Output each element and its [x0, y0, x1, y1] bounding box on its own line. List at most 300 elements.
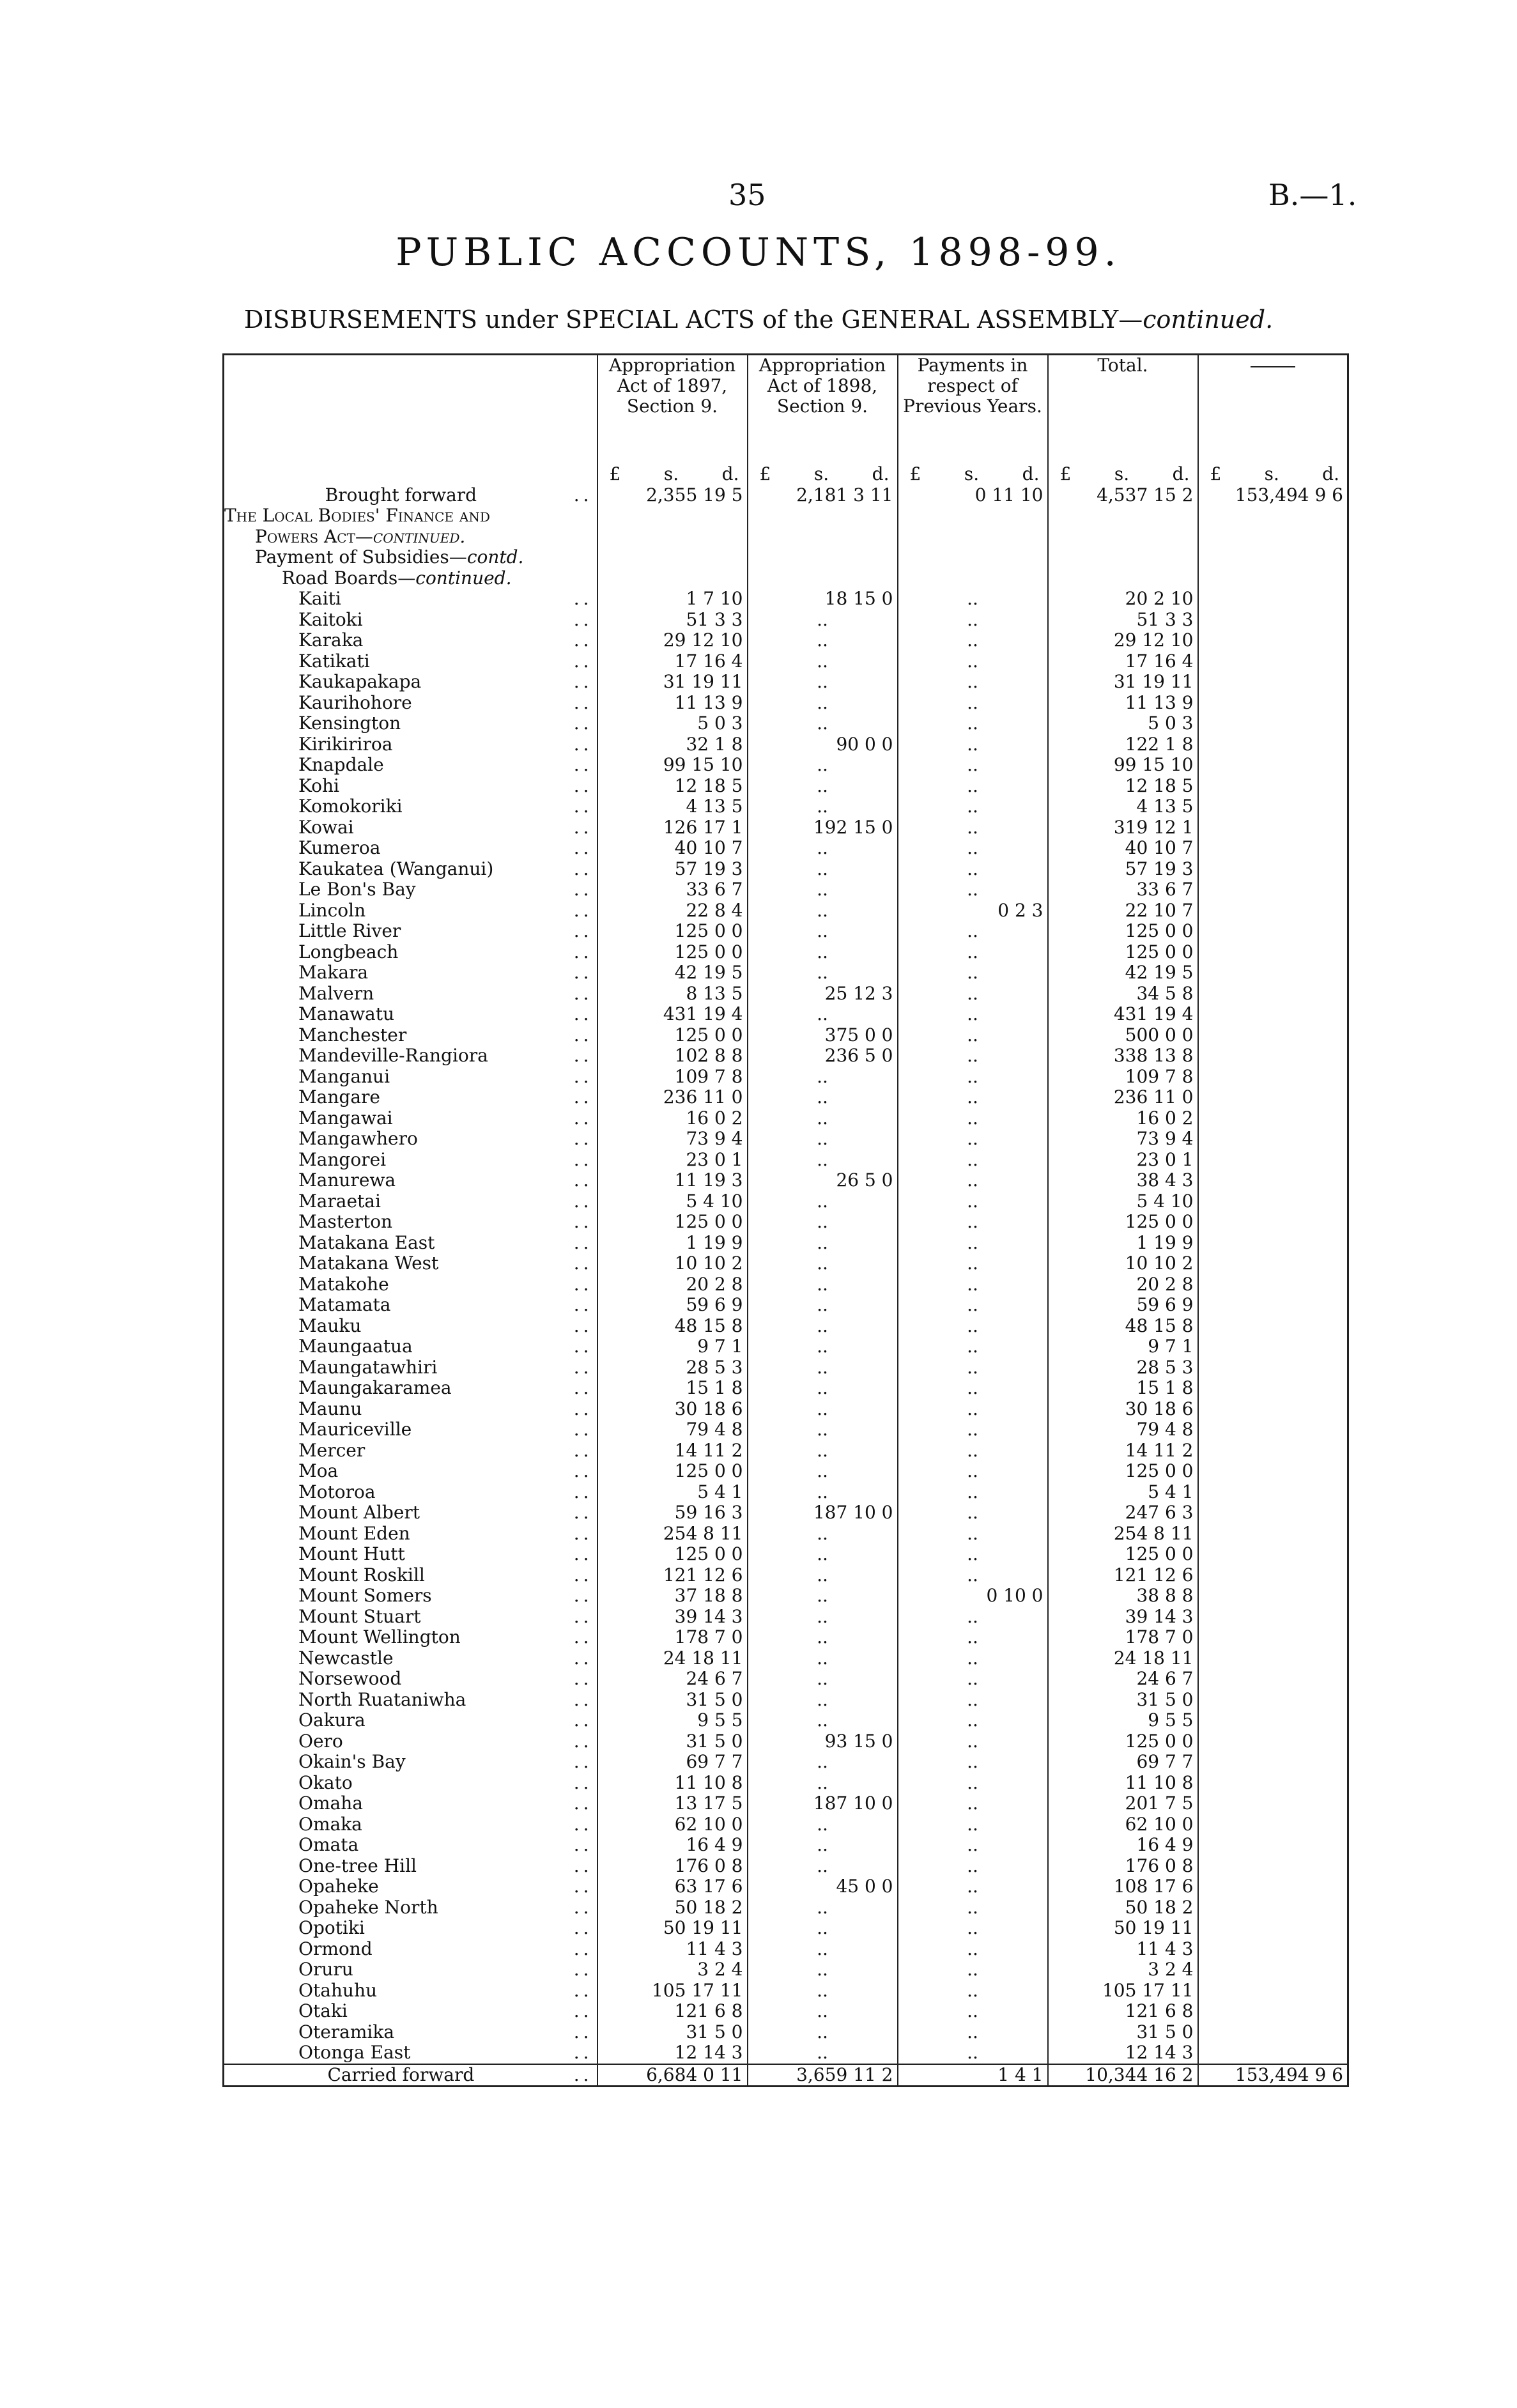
road-board-label: Manchester [298, 1024, 407, 1046]
empty-cell [1198, 796, 1348, 817]
road-board-label: Opaheke North [298, 1897, 438, 1918]
carried-forward-text: Carried forward [327, 2064, 475, 2085]
empty-cell [1198, 1108, 1348, 1129]
amount-c3: .. [898, 1524, 1048, 1545]
empty-cell [1198, 984, 1348, 1005]
amount-c4: 11 13 9 [1048, 693, 1198, 714]
brought-forward-row [224, 485, 1348, 506]
amount-c3: .. [898, 859, 1048, 880]
amount-c2: .. [748, 1897, 898, 1918]
amount-c2: .. [748, 962, 898, 984]
empty-cell [1198, 734, 1348, 755]
road-board-row [224, 1648, 1348, 1669]
empty-cell [1198, 1378, 1348, 1399]
amount-c2: .. [748, 2001, 898, 2022]
amount-c2: .. [748, 1399, 898, 1420]
road-board-name [224, 1586, 597, 1607]
amount-c2: .. [748, 2042, 898, 2064]
empty-cell [1198, 547, 1348, 568]
road-board-name [224, 1233, 597, 1254]
road-board-row [224, 1544, 1348, 1565]
amount-c4: 10 10 2 [1048, 1253, 1198, 1274]
amount-c1: 16 4 9 [597, 1835, 748, 1856]
amount-c1: 125 0 0 [597, 942, 748, 963]
road-board-label: Kumeroa [298, 838, 381, 858]
road-board-label: Mount Wellington [298, 1627, 461, 1648]
leader-dots: .. [573, 1586, 593, 1606]
leader-dots: .. [573, 692, 593, 713]
carried-forward-c5: 153,494 9 6 [1198, 2064, 1348, 2087]
leader-dots: .. [573, 1419, 593, 1440]
amount-c3: .. [898, 1170, 1048, 1191]
road-board-name [224, 1087, 597, 1108]
amount-c3: .. [898, 1980, 1048, 2002]
road-board-name [224, 1524, 597, 1545]
empty-cell [1198, 1336, 1348, 1357]
road-board-row [224, 1274, 1348, 1295]
empty-cell [1198, 1607, 1348, 1628]
amount-c4: 3 2 4 [1048, 1959, 1198, 1980]
empty-cell [1198, 859, 1348, 880]
amount-c2: .. [748, 1814, 898, 1835]
empty-cell [1198, 1793, 1348, 1814]
road-board-name [224, 610, 597, 631]
road-board-name [224, 1004, 597, 1025]
amount-c1: 8 13 5 [597, 984, 748, 1005]
amount-c4: 99 15 10 [1048, 755, 1198, 776]
amount-c1: 37 18 8 [597, 1586, 748, 1607]
amount-c2: .. [748, 1357, 898, 1378]
unit-pound: £ [1210, 464, 1222, 484]
amount-c4: 201 7 5 [1048, 1793, 1198, 1814]
road-board-name [224, 859, 597, 880]
amount-c4: 50 18 2 [1048, 1897, 1198, 1918]
empty-cell [597, 568, 748, 589]
road-board-name [224, 796, 597, 817]
empty-cell [1198, 1524, 1348, 1545]
leader-dots: .. [573, 1232, 593, 1253]
leader-dots: .. [573, 1295, 593, 1315]
leader-dots: .. [573, 1398, 593, 1419]
amount-c1: 73 9 4 [597, 1129, 748, 1150]
amount-c3: .. [898, 610, 1048, 631]
leader-dots: .. [573, 1066, 593, 1087]
leader-dots: .. [573, 713, 593, 734]
road-board-name [224, 1793, 597, 1814]
empty-cell [1198, 942, 1348, 963]
amount-c4: 121 6 8 [1048, 2001, 1198, 2022]
amount-c1: 57 19 3 [597, 859, 748, 880]
road-board-label: Kohi [298, 775, 340, 796]
road-board-label: Mercer [298, 1440, 366, 1461]
empty-cell [1198, 1710, 1348, 1731]
amount-c1: 11 19 3 [597, 1170, 748, 1191]
road-board-label: Mangawhero [298, 1129, 418, 1149]
road-board-name [224, 630, 597, 651]
leader-dots: .. [573, 1523, 593, 1544]
amount-c2: .. [748, 776, 898, 797]
amount-c3: .. [898, 1253, 1048, 1274]
empty-cell [1198, 1461, 1348, 1482]
empty-cell [1198, 755, 1348, 776]
empty-cell [1198, 1440, 1348, 1462]
amount-c2: .. [748, 1752, 898, 1773]
road-board-row [224, 1669, 1348, 1690]
amount-c4: 30 18 6 [1048, 1399, 1198, 1420]
amount-c2: .. [748, 651, 898, 672]
amount-c2: 192 15 0 [748, 817, 898, 838]
amount-c4: 14 11 2 [1048, 1440, 1198, 1462]
leader-dots: .. [573, 1357, 593, 1378]
road-board-row [224, 1607, 1348, 1628]
amount-c1: 121 12 6 [597, 1565, 748, 1586]
road-board-name [224, 817, 597, 838]
amount-c2: .. [748, 1461, 898, 1482]
amount-c3: .. [898, 1793, 1048, 1814]
units-row [224, 464, 1348, 485]
road-board-row [224, 984, 1348, 1005]
amount-c4: 178 7 0 [1048, 1627, 1198, 1648]
amount-c2: .. [748, 1378, 898, 1399]
col-header-total: Total. [1048, 355, 1198, 465]
amount-c2: .. [748, 1856, 898, 1877]
amount-c2: .. [748, 1980, 898, 2002]
amount-c3: .. [898, 796, 1048, 817]
road-board-name [224, 1731, 597, 1752]
road-board-name [224, 2042, 597, 2064]
empty-cell [1198, 1876, 1348, 1897]
leader-dots: .. [573, 983, 593, 1004]
road-board-name [224, 1129, 597, 1150]
amount-c2: .. [748, 1087, 898, 1108]
amount-c1: 10 10 2 [597, 1253, 748, 1274]
road-board-name [224, 1170, 597, 1191]
road-board-row [224, 1918, 1348, 1939]
road-board-label: Katikati [298, 651, 370, 672]
road-board-label: Manurewa [298, 1170, 396, 1191]
amount-c3: .. [898, 1150, 1048, 1171]
amount-c2: .. [748, 1482, 898, 1503]
empty-cell [1198, 1316, 1348, 1337]
amount-c4: 20 2 8 [1048, 1274, 1198, 1295]
road-board-row [224, 1378, 1348, 1399]
road-board-row [224, 838, 1348, 859]
amount-c1: 13 17 5 [597, 1793, 748, 1814]
amount-c4: 40 10 7 [1048, 838, 1198, 859]
leader-dots: .. [573, 630, 593, 651]
road-board-label: Matamata [298, 1295, 391, 1315]
amount-c3: .. [898, 1544, 1048, 1565]
road-board-name [224, 1482, 597, 1503]
amount-c4: 59 6 9 [1048, 1295, 1198, 1316]
page-number: 35 [728, 178, 766, 212]
amount-c3: .. [898, 589, 1048, 610]
amount-c4: 125 0 0 [1048, 1461, 1198, 1482]
road-board-row [224, 651, 1348, 672]
road-board-row [224, 1773, 1348, 1794]
amount-c4: 38 4 3 [1048, 1170, 1198, 1191]
amount-c1: 236 11 0 [597, 1087, 748, 1108]
road-board-row [224, 1959, 1348, 1980]
road-board-name [224, 1025, 597, 1046]
road-board-label: Lincoln [298, 900, 366, 921]
amount-c1: 59 6 9 [597, 1295, 748, 1316]
units-cell [1048, 464, 1198, 485]
amount-c3: .. [898, 2001, 1048, 2022]
leader-dots: .. [573, 1938, 593, 1959]
empty-cell [1198, 1253, 1348, 1274]
road-board-name [224, 589, 597, 610]
amount-c1: 31 5 0 [597, 1690, 748, 1711]
road-board-label: Otahuhu [298, 1980, 378, 2001]
road-board-name [224, 1378, 597, 1399]
amount-c1: 22 8 4 [597, 900, 748, 922]
amount-c4: 16 0 2 [1048, 1108, 1198, 1129]
amount-c1: 24 18 11 [597, 1648, 748, 1669]
amount-c3: .. [898, 1752, 1048, 1773]
road-board-row [224, 921, 1348, 942]
amount-c2: 236 5 0 [748, 1046, 898, 1067]
road-board-label: Mount Stuart [298, 1606, 421, 1627]
road-board-row [224, 1316, 1348, 1337]
road-board-name [224, 1253, 597, 1274]
amount-c1: 30 18 6 [597, 1399, 748, 1420]
road-board-row [224, 776, 1348, 797]
amount-c3: .. [898, 1336, 1048, 1357]
amount-c2: .. [748, 1690, 898, 1711]
road-board-name [224, 1835, 597, 1856]
leader-dots: .. [573, 1669, 593, 1689]
road-board-label: Knapdale [298, 755, 384, 775]
amount-c4: 125 0 0 [1048, 942, 1198, 963]
road-board-name [224, 1710, 597, 1731]
empty-cell [1198, 1586, 1348, 1607]
road-board-name [224, 1669, 597, 1690]
amount-c4: 31 5 0 [1048, 2022, 1198, 2043]
road-board-label: Mauku [298, 1315, 362, 1336]
road-board-row [224, 672, 1348, 693]
empty-cell [1198, 1959, 1348, 1980]
amount-c2: .. [748, 1274, 898, 1295]
road-board-name [224, 1440, 597, 1462]
road-board-label: Mount Somers [298, 1586, 432, 1606]
road-board-label: Kaiti [298, 589, 341, 609]
empty-cell [748, 527, 898, 548]
road-board-row [224, 1253, 1348, 1274]
units-cell [1198, 464, 1348, 485]
amount-c1: 12 14 3 [597, 2042, 748, 2064]
road-board-label: Malvern [298, 983, 374, 1004]
col-header-1898: Appropriation Act of 1898, Section 9. [748, 355, 898, 465]
amount-c3: .. [898, 1959, 1048, 1980]
road-board-name [224, 1690, 597, 1711]
road-board-label: Mount Hutt [298, 1544, 405, 1564]
road-board-label: Otaki [298, 2001, 348, 2021]
road-board-row [224, 1627, 1348, 1648]
amount-c4: 33 6 7 [1048, 879, 1198, 900]
leader-dots: .. [573, 1440, 593, 1461]
road-board-row [224, 1710, 1348, 1731]
empty-cell [1198, 693, 1348, 714]
road-board-label: Newcastle [298, 1648, 394, 1669]
leader-dots: .. [573, 900, 593, 921]
amount-c4: 69 7 7 [1048, 1752, 1198, 1773]
road-board-row [224, 1399, 1348, 1420]
amount-c2: .. [748, 713, 898, 734]
road-board-row [224, 879, 1348, 900]
road-board-label: Kensington [298, 713, 401, 734]
road-board-row [224, 962, 1348, 984]
amount-c1: 40 10 7 [597, 838, 748, 859]
amount-c3: .. [898, 1710, 1048, 1731]
amount-c2: .. [748, 1773, 898, 1794]
amount-c3: .. [898, 1295, 1048, 1316]
empty-cell [1198, 1773, 1348, 1794]
leader-dots: .. [573, 1627, 593, 1648]
amount-c4: 5 4 1 [1048, 1482, 1198, 1503]
empty-cell [1198, 921, 1348, 942]
amount-c2: .. [748, 630, 898, 651]
amount-c2: .. [748, 921, 898, 942]
amount-c1: 32 1 8 [597, 734, 748, 755]
amount-c2: .. [748, 1004, 898, 1025]
road-board-row [224, 1856, 1348, 1877]
leader-dots: .. [573, 1772, 593, 1793]
amount-c3: .. [898, 1004, 1048, 1025]
amount-c4: 431 19 4 [1048, 1004, 1198, 1025]
amount-c1: 31 5 0 [597, 1731, 748, 1752]
amount-c2: .. [748, 1565, 898, 1586]
amount-c2: .. [748, 1544, 898, 1565]
amount-c3: .. [898, 1939, 1048, 1960]
road-board-row [224, 1087, 1348, 1108]
road-board-row [224, 817, 1348, 838]
amount-c1: 4 13 5 [597, 796, 748, 817]
amount-c3: .. [898, 921, 1048, 942]
amount-c2: .. [748, 1419, 898, 1440]
road-board-name [224, 1897, 597, 1918]
brought-forward-c2: 2,181 3 11 [748, 485, 898, 506]
road-board-name [224, 755, 597, 776]
road-board-label: Opotiki [298, 1918, 365, 1938]
road-board-label: Oruru [298, 1959, 353, 1980]
leader-dots: .. [573, 817, 593, 838]
amount-c4: 22 10 7 [1048, 900, 1198, 922]
unit-d: d. [1322, 464, 1339, 484]
leader-dots: .. [573, 838, 593, 858]
amount-c4: 57 19 3 [1048, 859, 1198, 880]
leader-dots: .. [573, 672, 593, 692]
empty-cell [1198, 2001, 1348, 2022]
road-board-label: Oteramika [298, 2021, 395, 2042]
amount-c3: .. [898, 713, 1048, 734]
road-board-name [224, 942, 597, 963]
empty-cell [748, 506, 898, 527]
empty-cell [1198, 1482, 1348, 1503]
leader-dots: .. [573, 1959, 593, 1980]
road-board-label: Norsewood [298, 1669, 402, 1689]
amount-c3: .. [898, 2042, 1048, 2064]
road-board-row [224, 693, 1348, 714]
unit-d: d. [721, 464, 739, 484]
road-board-name [224, 1274, 597, 1295]
road-board-name [224, 900, 597, 922]
empty-cell [1198, 1835, 1348, 1856]
section-heading-row [224, 506, 1348, 527]
brought-forward-text: Brought forward [325, 484, 477, 506]
amount-c1: 28 5 3 [597, 1357, 748, 1378]
carried-forward-row [224, 2064, 1348, 2087]
road-board-name [224, 1648, 597, 1669]
amount-c4: 9 7 1 [1048, 1336, 1198, 1357]
amount-c3: .. [898, 1773, 1048, 1794]
road-board-row [224, 2022, 1348, 2043]
empty-cell [1198, 610, 1348, 631]
amount-c4: 105 17 11 [1048, 1980, 1198, 2002]
amount-c2: .. [748, 838, 898, 859]
amount-c3: .. [898, 1669, 1048, 1690]
section-heading-italic: continued. [373, 526, 466, 547]
amount-c3: .. [898, 1233, 1048, 1254]
amount-c2: .. [748, 1669, 898, 1690]
leader-dots: .. [573, 1191, 593, 1212]
amount-c2: .. [748, 1336, 898, 1357]
amount-c4: 50 19 11 [1048, 1918, 1198, 1939]
amount-c4: 176 0 8 [1048, 1856, 1198, 1877]
amount-c4: 5 4 10 [1048, 1191, 1198, 1212]
road-board-label: Maungatawhiri [298, 1357, 438, 1378]
unit-pound: £ [1059, 464, 1072, 484]
road-board-label: Mount Roskill [298, 1564, 425, 1586]
empty-cell [1048, 547, 1198, 568]
road-board-row [224, 1004, 1348, 1025]
road-board-row [224, 1212, 1348, 1233]
empty-cell [1198, 900, 1348, 922]
amount-c3: .. [898, 879, 1048, 900]
road-board-label: Omaha [298, 1793, 363, 1814]
brought-forward-label [224, 485, 597, 506]
road-board-label: Otonga East [298, 2042, 411, 2063]
section-heading-line [224, 506, 597, 527]
road-board-name [224, 651, 597, 672]
road-board-row [224, 1170, 1348, 1191]
empty-cell [1198, 1419, 1348, 1440]
amount-c4: 31 5 0 [1048, 1690, 1198, 1711]
amount-c4: 338 13 8 [1048, 1046, 1198, 1067]
road-board-label: Moa [298, 1461, 339, 1481]
units-labels [602, 464, 743, 485]
road-board-label: Omaka [298, 1814, 362, 1835]
amount-c3: .. [898, 755, 1048, 776]
amount-c1: 126 17 1 [597, 817, 748, 838]
road-board-name [224, 1357, 597, 1378]
amount-c3: .. [898, 1399, 1048, 1420]
road-board-name [224, 1295, 597, 1316]
unit-s: s. [663, 464, 679, 484]
amount-c1: 178 7 0 [597, 1627, 748, 1648]
units-labels [752, 464, 893, 485]
empty-cell [1198, 1191, 1348, 1212]
road-board-name [224, 693, 597, 714]
amount-c1: 16 0 2 [597, 1108, 748, 1129]
road-board-label: Karaka [298, 630, 364, 651]
leader-dots: .. [573, 879, 593, 900]
road-board-name [224, 776, 597, 797]
empty-cell [1198, 2022, 1348, 2043]
empty-cell [898, 506, 1048, 527]
road-board-label: Oero [298, 1731, 343, 1752]
amount-c3: .. [898, 1627, 1048, 1648]
